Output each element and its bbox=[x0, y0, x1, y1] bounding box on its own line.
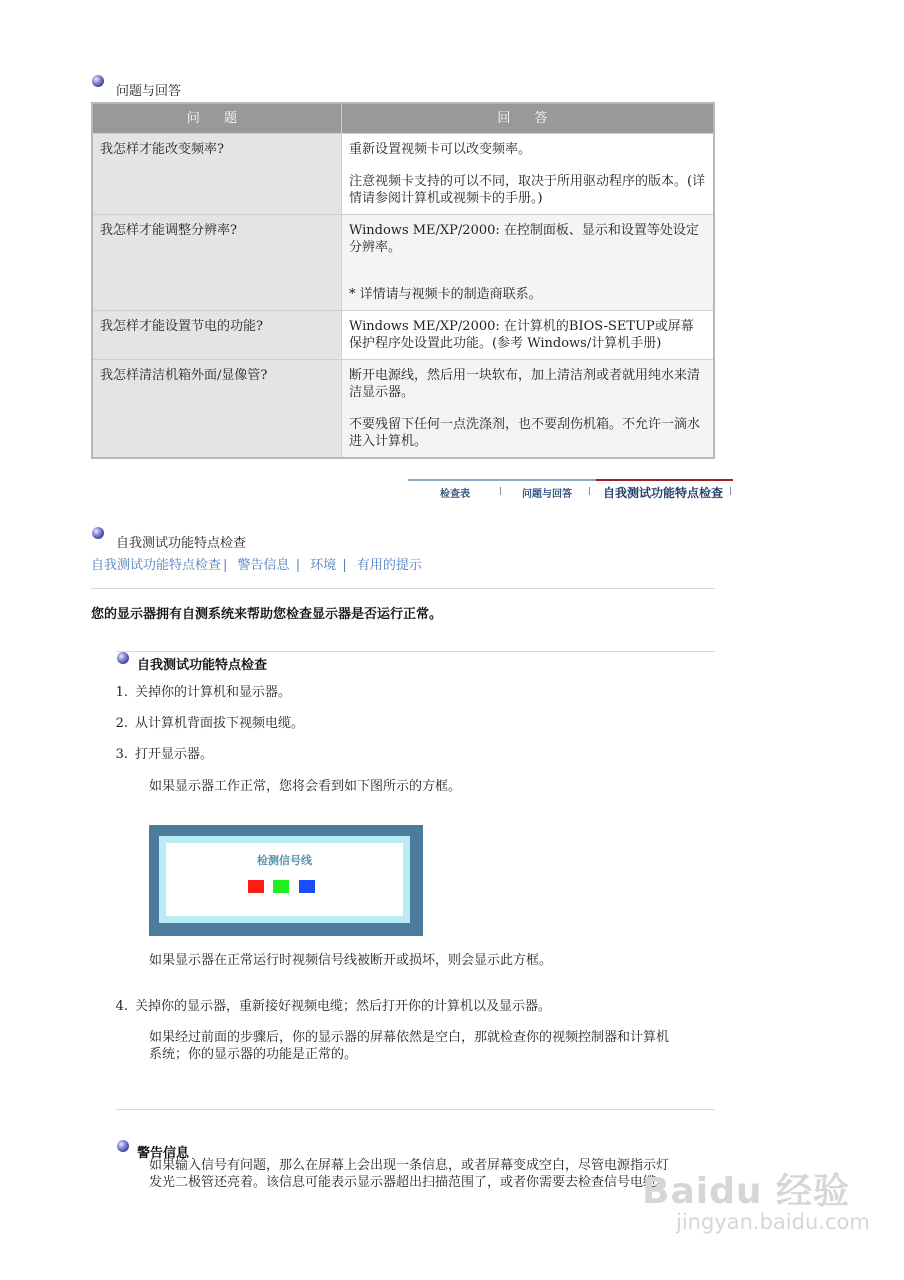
blue-square bbox=[299, 880, 315, 893]
faq-header-answer: 回 答 bbox=[342, 103, 715, 134]
faq-question: 我怎样才能设置节电的功能? bbox=[92, 311, 342, 360]
tab-checklist[interactable]: 检查表 bbox=[440, 489, 470, 500]
section-bullet-icon bbox=[92, 75, 104, 87]
green-square bbox=[273, 880, 289, 893]
tab-selftest[interactable]: 自我测试功能特点检查 bbox=[603, 486, 724, 500]
red-square bbox=[248, 880, 264, 893]
link-selftest[interactable]: 自我测试功能特点检查 bbox=[91, 558, 222, 573]
table-row bbox=[92, 215, 714, 311]
subsection-bullet-icon bbox=[117, 652, 129, 664]
table-row bbox=[92, 360, 714, 459]
tab-divider bbox=[730, 487, 731, 495]
step-text: 从计算机背面拔下视频电缆。 bbox=[135, 716, 305, 731]
tab-bar bbox=[408, 479, 733, 501]
step-number: 4. bbox=[115, 999, 128, 1014]
faq-section-title: 问题与回答 bbox=[116, 84, 182, 99]
divider bbox=[116, 1109, 715, 1110]
note-disconnect: 如果显示器在正常运行时视频信号线被断开或损坏，则会显示此方框。 bbox=[149, 953, 553, 968]
divider bbox=[116, 651, 715, 652]
faq-header-row bbox=[92, 103, 714, 134]
faq-answer-line: 注意视频卡支持的可以不同，取决于所用驱动程序的版本。(详情请参阅计算机或视频卡的手册。) bbox=[349, 174, 706, 206]
signal-check-box-panel bbox=[166, 843, 403, 916]
watermark-logo: Baidu 经验 bbox=[642, 1171, 851, 1212]
link-separator: | bbox=[338, 558, 347, 573]
faq-question: 我怎样才能改变频率? bbox=[92, 134, 342, 215]
tab-bar-line bbox=[408, 479, 596, 481]
faq-answer-line: Windows ME/XP/2000: 在计算机的BIOS-SETUP或屏幕保护程序处设置此功能。(参考 Windows/计算机手册) bbox=[349, 319, 694, 351]
subsection-bullet-icon bbox=[117, 1140, 129, 1152]
link-separator: | bbox=[223, 558, 228, 573]
section-bullet-icon bbox=[92, 527, 104, 539]
note-blank: 如果经过前面的步骤后，你的显示器的屏幕依然是空白，那就检查你的视频控制器和计算机系统；你的显示器的功能是正常的。 bbox=[149, 1030, 670, 1062]
table-row bbox=[92, 311, 714, 360]
step-text: 打开显示器。 bbox=[135, 747, 214, 762]
step-text: 关掉你的显示器，重新接好视频电缆；然后打开你的计算机以及显示器。 bbox=[135, 999, 552, 1014]
step-text: 关掉你的计算机和显示器。 bbox=[135, 685, 292, 700]
faq-question: 我怎样清洁机箱外面/显像管? bbox=[92, 360, 342, 459]
watermark-url: jingyan.baidu.com bbox=[676, 1210, 870, 1234]
faq-answer-line: 断开电源线，然后用一块软布，加上清洁剂或者就用纯水来清洁显示器。 bbox=[349, 368, 701, 400]
faq-answer bbox=[342, 215, 715, 311]
faq-answer-line: 不要残留下任何一点洗涤剂，也不要刮伤机箱。不允许一滴水进入计算机。 bbox=[349, 417, 701, 449]
section-links bbox=[91, 554, 422, 573]
faq-answer bbox=[342, 134, 715, 215]
divider bbox=[91, 588, 715, 589]
faq-header-question: 问 题 bbox=[92, 103, 342, 134]
step-number: 3. bbox=[115, 747, 128, 762]
faq-answer bbox=[342, 360, 715, 459]
signal-check-label: 检测信号线 bbox=[257, 854, 312, 867]
tab-faq[interactable]: 问题与回答 bbox=[522, 489, 572, 500]
tab-divider bbox=[589, 487, 590, 495]
tab-divider bbox=[500, 487, 501, 495]
faq-answer bbox=[342, 311, 715, 360]
faq-table bbox=[91, 102, 715, 459]
link-environment[interactable]: 环境 bbox=[310, 558, 337, 573]
note-normal: 如果显示器工作正常，您将会看到如下图所示的方框。 bbox=[149, 779, 462, 794]
faq-answer-line: 重新设置视频卡可以改变频率。 bbox=[349, 142, 532, 157]
step-number: 2. bbox=[115, 716, 128, 731]
selftest-subhead: 自我测试功能特点检查 bbox=[137, 658, 268, 673]
warning-text: 如果输入信号有问题，那么在屏幕上会出现一条信息，或者屏幕变成空白，尽管电源指示灯发光二极管还亮着。该信息可能表示显示器超出扫描范围了，或者你需要去检查信号电缆。 bbox=[149, 1158, 670, 1190]
tab-active-line bbox=[596, 479, 733, 481]
link-separator: | bbox=[291, 558, 301, 573]
step-number: 1. bbox=[115, 685, 128, 700]
link-useful-tips[interactable]: 有用的提示 bbox=[356, 558, 422, 573]
link-warning[interactable]: 警告信息 bbox=[237, 558, 290, 573]
faq-answer-line: Windows ME/XP/2000: 在控制面板、显示和设置等处设定分辨率。 bbox=[349, 223, 699, 255]
selftest-section-title: 自我测试功能特点检查 bbox=[116, 536, 247, 551]
selftest-intro: 您的显示器拥有自测系统来帮助您检查显示器是否运行正常。 bbox=[91, 607, 443, 622]
warning-title: 警告信息 bbox=[137, 1146, 190, 1161]
faq-question: 我怎样才能调整分辨率? bbox=[92, 215, 342, 311]
faq-answer-line: * 详情请与视频卡的制造商联系。 bbox=[349, 287, 542, 302]
table-row bbox=[92, 134, 714, 215]
signal-check-box-image bbox=[149, 825, 423, 936]
